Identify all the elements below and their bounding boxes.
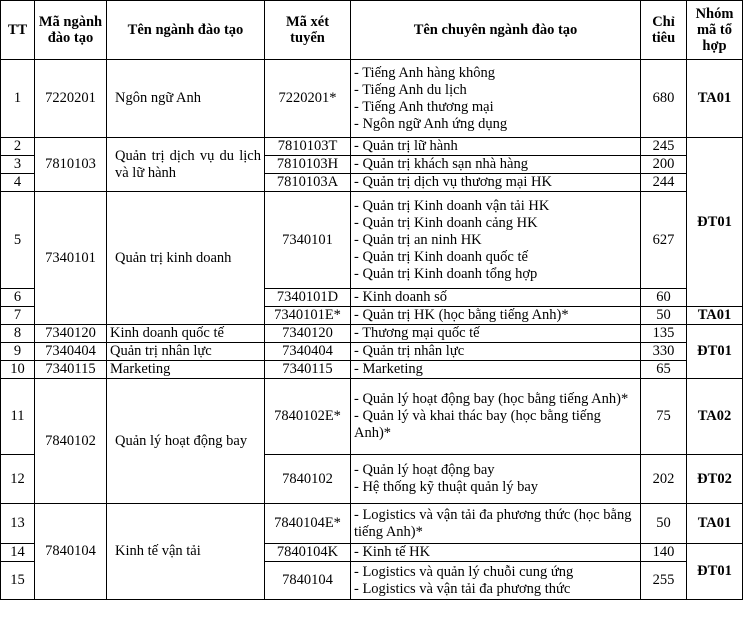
cell-ma-xet-tuyen: 7340101E* <box>265 307 351 325</box>
specialization-item: - Quản lý và khai thác bay (học bằng tiếng Anh)* <box>354 408 601 441</box>
cell-tt: 8 <box>1 325 35 343</box>
cell-ten-nganh: Kinh tế vận tải <box>107 504 265 600</box>
cell-chuyen-nganh <box>351 138 641 156</box>
cell-nhom-to-hop: TA01 <box>687 504 743 544</box>
cell-tt: 3 <box>1 156 35 174</box>
header-chuyen-nganh: Tên chuyên ngành đào tạo <box>351 1 641 60</box>
cell-tt: 13 <box>1 504 35 544</box>
cell-ma-nganh: 7340101 <box>35 192 107 325</box>
table-row <box>1 325 743 343</box>
header-nhom-to-hop: Nhóm mã tổ hợp <box>687 1 743 60</box>
specialization-item: - Quản trị Kinh doanh tổng hợp <box>354 265 538 282</box>
specialization-item: - Quản trị lữ hành <box>354 138 458 154</box>
cell-chuyen-nganh <box>351 289 641 307</box>
cell-chuyen-nganh <box>351 60 641 138</box>
header-ma-nganh: Mã ngành đào tạo <box>35 1 107 60</box>
cell-ten-nganh: Quản lý hoạt động bay <box>107 379 265 504</box>
cell-chuyen-nganh <box>351 325 641 343</box>
cell-chi-tieu: 135 <box>641 325 687 343</box>
specialization-item: - Thương mại quốc tế <box>354 325 480 341</box>
cell-chuyen-nganh <box>351 455 641 504</box>
cell-chi-tieu: 202 <box>641 455 687 504</box>
table-row <box>1 138 743 156</box>
table-row <box>1 192 743 289</box>
header-chi-tieu: Chỉ tiêu <box>641 1 687 60</box>
cell-chi-tieu: 75 <box>641 379 687 455</box>
cell-chi-tieu: 245 <box>641 138 687 156</box>
specialization-item: - Quản trị khách sạn nhà hàng <box>354 156 528 172</box>
cell-chi-tieu: 255 <box>641 562 687 600</box>
cell-chuyen-nganh <box>351 504 641 544</box>
cell-chuyen-nganh <box>351 192 641 289</box>
table-row <box>1 379 743 455</box>
cell-ten-nganh: Marketing <box>107 361 265 379</box>
specialization-item: - Logistics và quản lý chuỗi cung ứng <box>354 563 574 580</box>
specialization-item: - Tiếng Anh du lịch <box>354 81 467 98</box>
specialization-item: - Quản trị Kinh doanh quốc tế <box>354 248 528 265</box>
header-ten-nganh: Tên ngành đào tạo <box>107 1 265 60</box>
cell-ma-nganh: 7220201 <box>35 60 107 138</box>
cell-nhom-to-hop: ĐT02 <box>687 455 743 504</box>
specialization-item: - Quản trị dịch vụ thương mại HK <box>354 174 552 190</box>
cell-chi-tieu: 60 <box>641 289 687 307</box>
cell-chuyen-nganh <box>351 343 641 361</box>
cell-nhom-to-hop: ĐT01 <box>687 325 743 379</box>
cell-tt: 11 <box>1 379 35 455</box>
header-tt: TT <box>1 1 35 60</box>
cell-chi-tieu: 330 <box>641 343 687 361</box>
cell-chuyen-nganh <box>351 307 641 325</box>
cell-tt: 15 <box>1 562 35 600</box>
specialization-item: - Marketing <box>354 361 423 377</box>
specialization-item: - Quản lý hoạt động bay <box>354 462 495 478</box>
cell-ten-nganh: Quản trị nhân lực <box>107 343 265 361</box>
table-row <box>1 361 743 379</box>
cell-ma-xet-tuyen: 7810103H <box>265 156 351 174</box>
cell-chi-tieu: 50 <box>641 504 687 544</box>
cell-ma-xet-tuyen: 7340404 <box>265 343 351 361</box>
cell-ma-xet-tuyen: 7810103A <box>265 174 351 192</box>
cell-nhom-to-hop: TA02 <box>687 379 743 455</box>
cell-tt: 12 <box>1 455 35 504</box>
cell-ma-xet-tuyen: 7840104 <box>265 562 351 600</box>
cell-chi-tieu: 140 <box>641 544 687 562</box>
specialization-item: - Quản trị nhân lực <box>354 343 465 359</box>
cell-chi-tieu: 65 <box>641 361 687 379</box>
specialization-item: - Quản trị Kinh doanh cảng HK <box>354 214 538 231</box>
cell-ma-nganh: 7840104 <box>35 504 107 600</box>
header-ma-xet-tuyen: Mã xét tuyển <box>265 1 351 60</box>
cell-chuyen-nganh <box>351 156 641 174</box>
table-row <box>1 343 743 361</box>
cell-ten-nganh: Ngôn ngữ Anh <box>107 60 265 138</box>
cell-chi-tieu: 244 <box>641 174 687 192</box>
cell-chi-tieu: 627 <box>641 192 687 289</box>
cell-chuyen-nganh <box>351 174 641 192</box>
cell-ma-xet-tuyen: 7840102 <box>265 455 351 504</box>
cell-ma-nganh: 7340115 <box>35 361 107 379</box>
cell-chi-tieu: 50 <box>641 307 687 325</box>
cell-chuyen-nganh <box>351 379 641 455</box>
specialization-item: - Logistics và vận tải đa phương thức (học bằng tiếng Anh)* <box>354 506 632 540</box>
specialization-item: - Ngôn ngữ Anh ứng dụng <box>354 115 508 132</box>
cell-ten-nganh: Quản trị dịch vụ du lịch và lữ hành <box>107 138 265 192</box>
cell-tt: 5 <box>1 192 35 289</box>
specialization-item: - Logistics và vận tải đa phương thức <box>354 580 571 597</box>
cell-ma-xet-tuyen: 7220201* <box>265 60 351 138</box>
specialization-item: - Quản lý hoạt động bay (học bằng tiếng Anh)* <box>354 391 629 407</box>
cell-ma-nganh: 7840102 <box>35 379 107 504</box>
cell-chuyen-nganh <box>351 562 641 600</box>
cell-ma-xet-tuyen: 7840102E* <box>265 379 351 455</box>
specialization-item: - Hệ thống kỹ thuật quản lý bay <box>354 479 539 495</box>
cell-tt: 10 <box>1 361 35 379</box>
cell-ma-xet-tuyen: 7810103T <box>265 138 351 156</box>
cell-tt: 2 <box>1 138 35 156</box>
cell-ma-xet-tuyen: 7340115 <box>265 361 351 379</box>
cell-chi-tieu: 680 <box>641 60 687 138</box>
cell-nhom-to-hop: ĐT01 <box>687 138 743 307</box>
specialization-item: - Quản trị Kinh doanh vận tải HK <box>354 197 550 214</box>
cell-chuyen-nganh <box>351 544 641 562</box>
table-row <box>1 504 743 544</box>
cell-tt: 14 <box>1 544 35 562</box>
cell-ma-xet-tuyen: 7340101 <box>265 192 351 289</box>
cell-ma-xet-tuyen: 7840104K <box>265 544 351 562</box>
specialization-item: - Quản trị an ninh HK <box>354 231 482 248</box>
cell-nhom-to-hop: TA01 <box>687 307 743 325</box>
cell-tt: 1 <box>1 60 35 138</box>
cell-tt: 6 <box>1 289 35 307</box>
cell-tt: 7 <box>1 307 35 325</box>
cell-ten-nganh: Kinh doanh quốc tế <box>107 325 265 343</box>
cell-ma-nganh: 7340404 <box>35 343 107 361</box>
cell-ma-nganh: 7810103 <box>35 138 107 192</box>
cell-nhom-to-hop: ĐT01 <box>687 544 743 600</box>
cell-tt: 4 <box>1 174 35 192</box>
specialization-item: - Tiếng Anh hàng không <box>354 64 495 81</box>
specialization-item: - Kinh doanh số <box>354 289 448 305</box>
specialization-item: - Quản trị HK (học bằng tiếng Anh)* <box>354 307 569 323</box>
cell-ma-xet-tuyen: 7340101D <box>265 289 351 307</box>
header-row <box>1 1 743 60</box>
cell-nhom-to-hop: TA01 <box>687 60 743 138</box>
cell-ma-xet-tuyen: 7340120 <box>265 325 351 343</box>
specialization-item: - Kinh tế HK <box>354 544 431 560</box>
specialization-item: - Tiếng Anh thương mại <box>354 98 494 115</box>
cell-ma-nganh: 7340120 <box>35 325 107 343</box>
cell-ten-nganh: Quản trị kinh doanh <box>107 192 265 325</box>
cell-chi-tieu: 200 <box>641 156 687 174</box>
table-row <box>1 60 743 138</box>
cell-chuyen-nganh <box>351 361 641 379</box>
cell-ma-xet-tuyen: 7840104E* <box>265 504 351 544</box>
cell-tt: 9 <box>1 343 35 361</box>
